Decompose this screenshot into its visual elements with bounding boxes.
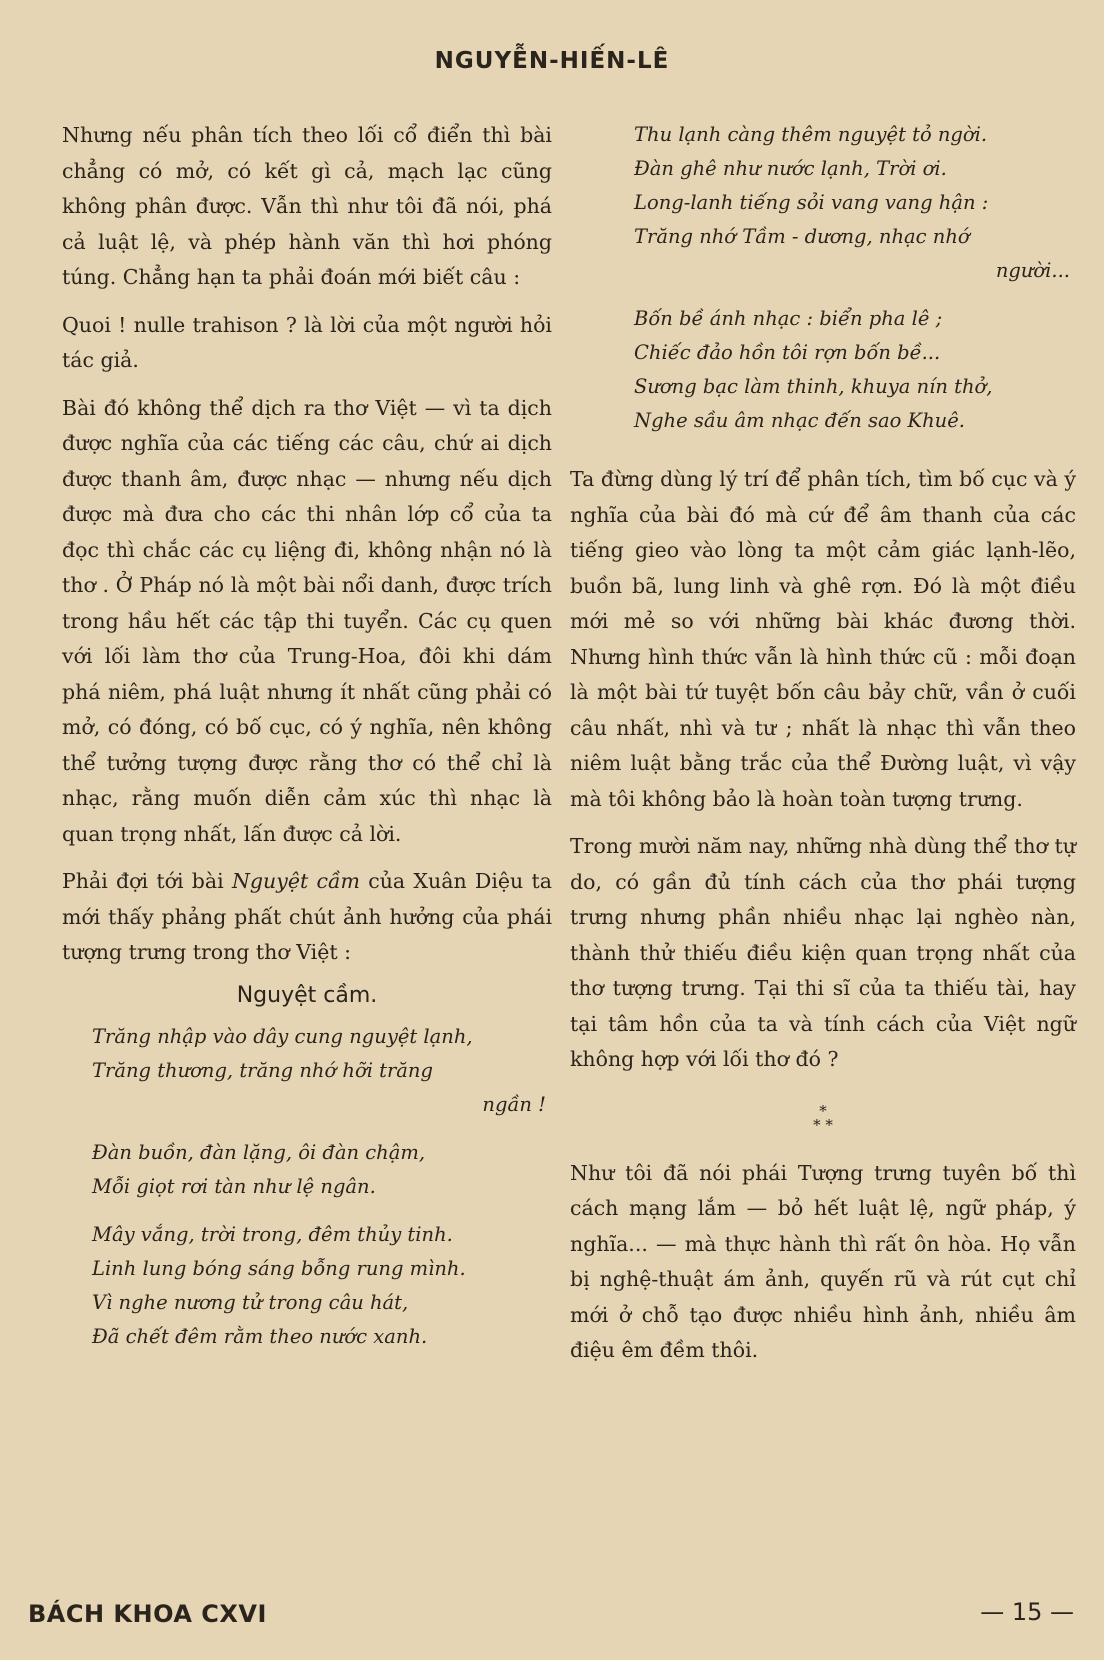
poem-title-inline: Nguyệt cầm — [231, 869, 360, 893]
verse-line: Mây vắng, trời trong, đêm thủy tinh. — [92, 1222, 453, 1246]
paragraph: Trong mười năm nay, những nhà dùng thể thơ tự do, có gần đủ tính cách của thơ phái tượng trưng nhưng phần nhiều nhạc lại nghèo nàn, thành thử thiếu điều kiện quan trọng nhất của thơ tượng trưng. Tại thi sĩ của ta thiếu tài, hay tại tâm hồn của ta và tính cách của Việt ngữ không hợp với lối thơ đó ? — [570, 834, 1076, 1071]
poem-stanza — [570, 118, 1076, 288]
poem-stanza — [62, 1136, 552, 1204]
paragraph: Bài đó không thể dịch ra thơ Việt — vì ta dịch được nghĩa của các tiếng các câu, chứ ai dịch được thanh âm, được nhạc — nhưng nếu dịch được mà đưa cho các thi nhân lớp cổ của ta đọc thì chắc các cụ liệng đi, không nhận nó là thơ . Ở Pháp nó là một bài nổi danh, được trích trong hầu hết các tập thi tuyển. Các cụ quen với lối làm thơ của Trung-Hoa, đôi khi dám phá niêm, phá luật nhưng ít nhất cũng phải có mở, có đóng, có bố cục, có ý nghĩa, nên không thể tưởng tượng được rằng thơ có thể chỉ là nhạc, rằng muốn diễn cảm xúc thì nhạc là quan trọng nhất, lấn được cả lời. — [62, 395, 552, 846]
verse-line: Đàn ghê như nước lạnh, Trời ơi. — [634, 157, 947, 180]
verse-line: Sương bạc làm thinh, khuya nín thở, — [634, 375, 993, 398]
running-header: NGUYỄN-HIẾN-LÊ — [434, 48, 670, 74]
section-break-asterism — [570, 1101, 1076, 1134]
verse-line: Bốn bề ánh nhạc : biển pha lê ; — [634, 307, 943, 330]
paragraph: Như tôi đã nói phái Tượng trưng tuyên bố thì cách mạng lắm — bỏ hết luật lệ, ngữ pháp, ý nghĩa... — mà thực hành thì rất ôn hòa. Họ vẫn bị nghệ-thuật ám ảnh, quyến rũ và rút cụt chỉ mới ở chỗ tạo được nhiều hình ảnh, nhiều âm điệu êm đềm thôi. — [570, 1160, 1076, 1362]
verse-line: Trăng nhập vào dây cung nguyệt lạnh, — [92, 1024, 473, 1048]
poem-stanza — [570, 302, 1076, 438]
verse-line: người... — [995, 259, 1070, 282]
verse-line: Nghe sầu âm nhạc đến sao Khuê. — [634, 409, 965, 432]
page-number: — 15 — — [980, 1598, 1074, 1626]
verse-line: Thu lạnh càng thêm nguyệt tỏ ngời. — [634, 123, 988, 146]
right-column — [570, 118, 1076, 1381]
verse-line: Long-lanh tiếng sỏi vang vang hận : — [634, 191, 989, 214]
paragraph-text: của Xuân Diệu ta mới thấy phảng phất chút ảnh hưởng của phái tượng trưng trong thơ Việt : — [62, 869, 552, 964]
asterism-bottom: * * — [813, 1115, 833, 1134]
verse-line: Linh lung bóng sáng bỗng rung mình. — [92, 1256, 466, 1280]
paragraph — [62, 864, 552, 971]
magazine-footer: BÁCH KHOA CXVI — [28, 1600, 267, 1628]
verse-line: Mỗi giọt rơi tàn như lệ ngân. — [92, 1174, 376, 1198]
left-column — [62, 118, 552, 1368]
paragraph: Quoi ! nulle trahison ? là lời của một người hỏi tác giả. — [62, 312, 552, 372]
paragraph: Ta đừng dùng lý trí để phân tích, tìm bố cục và ý nghĩa của bài đó mà cứ để âm thanh của các tiếng gieo vào lòng ta một cảm giác lạnh-lẽo, buồn bã, lung linh và ghê rợn. Đó là một điều mới mẻ so với những bài khác đương thời. Nhưng hình thức vẫn là hình thức cũ : mỗi đoạn là một bài tứ tuyệt bốn câu bảy chữ, vần ở cuối câu nhất, nhì và tư ; nhất là nhạc thì vẫn theo niêm luật bằng trắc của thể Đường luật, vì vậy mà tôi không bảo là hoàn toàn tượng trưng. — [570, 467, 1076, 811]
verse-line: Đàn buồn, đàn lặng, ôi đàn chậm, — [92, 1140, 426, 1164]
paragraph: Nhưng nếu phân tích theo lối cổ điển thì bài chẳng có mở, có kết gì cả, mạch lạc cũng không phân được. Vẫn thì như tôi đã nói, phá cả luật lệ, và phép hành văn thì hơi phóng túng. Chẳng hạn ta phải đoán mới biết câu : — [62, 123, 552, 289]
verse-line: ngần ! — [482, 1092, 546, 1116]
verse-line: Vì nghe nương tử trong câu hát, — [92, 1290, 409, 1314]
poem-title: Nguyệt cầm. — [236, 982, 378, 1008]
paragraph-text: Phải đợi tới bài — [62, 869, 232, 893]
verse-line: Trăng nhớ Tầm - dương, nhạc nhớ — [634, 225, 970, 248]
verse-line: Chiếc đảo hồn tôi rợn bốn bề... — [634, 341, 941, 364]
poem-stanza — [62, 1020, 552, 1122]
verse-line: Trăng thương, trăng nhớ hỡi trăng — [92, 1058, 433, 1082]
poem-stanza — [62, 1218, 552, 1354]
asterism-top: * — [819, 1101, 827, 1120]
verse-line: Đã chết đêm rằm theo nước xanh. — [92, 1324, 428, 1348]
